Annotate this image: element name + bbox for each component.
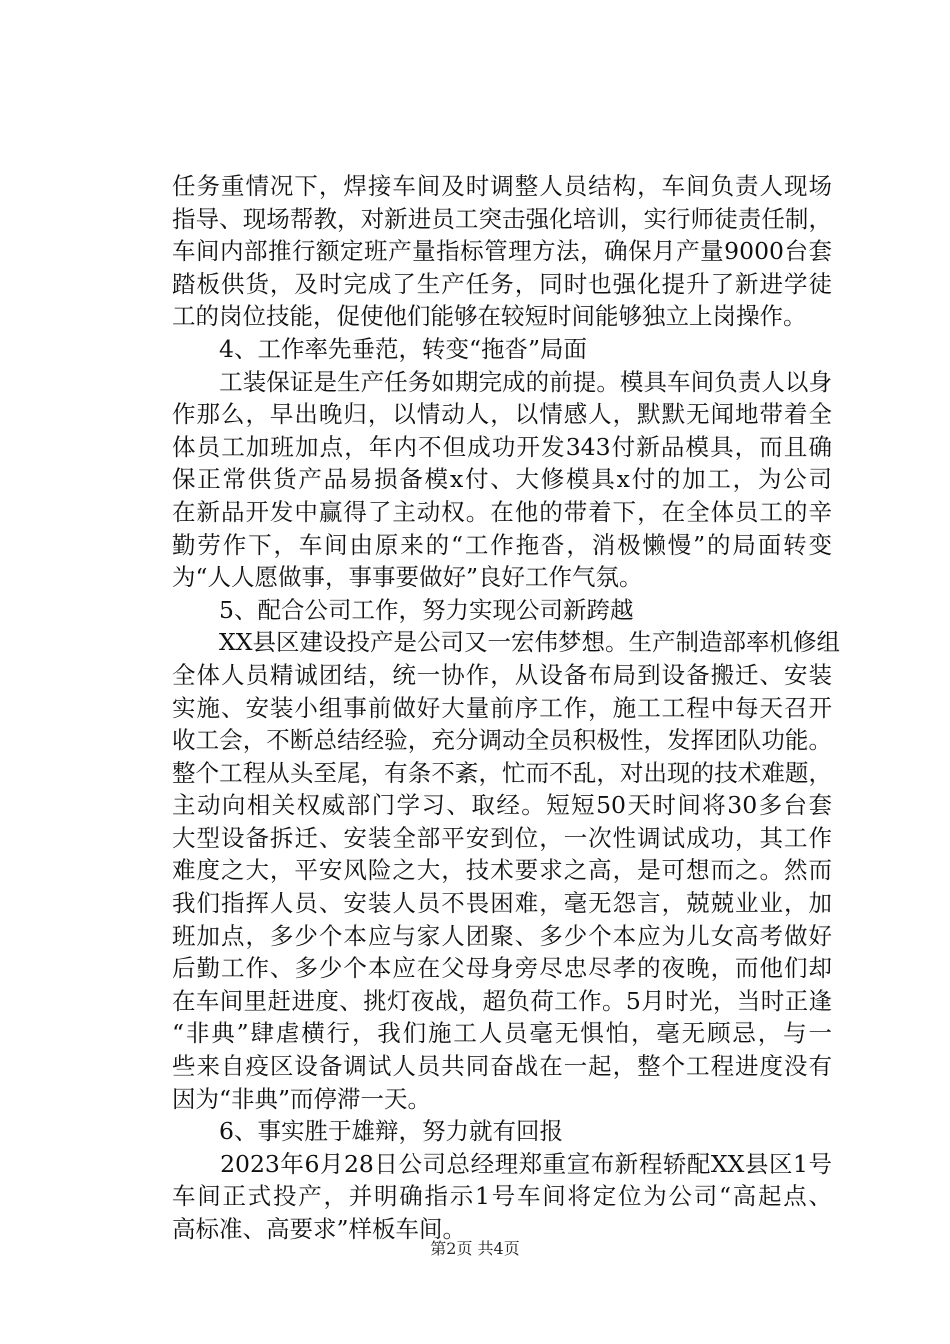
body-line: 因为“非典”而停滞一天。 [172, 1084, 432, 1113]
body-line: 任务重情况下，焊接车间及时调整人员结构，车间负责人现场 [172, 172, 832, 200]
body-line: 踏板供货，及时完成了生产任务，同时也强化提升了新进学徒 [172, 269, 832, 298]
body-line: 主动向相关权威部门学习、取经。短短50天时间将30多台套 [172, 791, 832, 820]
body-line: 些来自疫区设备调试人员共同奋战在一起，整个工程进度没有 [172, 1052, 832, 1081]
section-heading: 6、事实胜于雄辩，努力就有回报 [172, 1117, 563, 1146]
body-line: 指导、现场帮教，对新进员工突击强化培训，实行师徒责任制， [172, 204, 832, 233]
body-line: 整个工程从头至尾，有条不紊，忙而不乱，对出现的技术难题， [172, 758, 832, 787]
body-line: 保正常供货产品易损备模x付、大修模具x付的加工，为公司 [172, 465, 832, 494]
body-line: 工的岗位技能，促使他们能够在较短时间能够独立上岗操作。 [172, 302, 807, 331]
body-line: 班加点，多少个本应与家人团聚、多少个本应为儿女高考做好 [172, 921, 832, 950]
body-line: 作那么，早出晚归，以情动人，以情感人，默默无闻地带着全 [172, 400, 832, 429]
body-line: 高标准、高要求”样板车间。 [172, 1215, 467, 1243]
body-line: 在车间里赶进度、挑灯夜战，超负荷工作。5月时光，当时正逢 [172, 986, 832, 1015]
body-line: 在新品开发中赢得了主动权。在他的带着下，在全体员工的辛 [172, 497, 832, 526]
body-line: XX县区建设投产是公司又一宏伟梦想。生产制造部率机修组 [172, 628, 840, 657]
body-line: 车间正式投产，并明确指示1号车间将定位为公司“高起点、 [172, 1182, 832, 1211]
section-heading: 4、工作率先垂范，转变“拖沓”局面 [172, 334, 587, 363]
body-line: “非典”肆虐横行，我们施工人员毫无惧怕，毫无顾忌，与一 [172, 1019, 832, 1048]
body-line: 全体人员精诚团结，统一协作，从设备布局到设备搬迁、安装 [172, 660, 832, 689]
body-line: 收工会，不断总结经验，充分调动全员积极性，发挥团队功能。 [172, 726, 832, 755]
body-line: 工装保证是生产任务如期完成的前提。模具车间负责人以身 [172, 367, 832, 396]
document-body [172, 170, 840, 1246]
body-line: 2023年6月28日公司总经理郑重宣布新程轿配XX县区1号 [172, 1149, 832, 1178]
body-line: 我们指挥人员、安装人员不畏困难，毫无怨言，兢兢业业，加 [172, 889, 832, 918]
body-line: 大型设备拆迁、安装全部平安到位，一次性调试成功，其工作 [172, 823, 832, 852]
body-line: 实施、安装小组事前做好大量前序工作，施工工程中每天召开 [172, 693, 832, 722]
body-line: 体员工加班加点，年内不但成功开发343付新品模具，而且确 [172, 432, 832, 461]
page-footer [0, 1236, 950, 1259]
body-line: 勤劳作下，车间由原来的“工作拖沓，消极懒慢”的局面转变 [172, 530, 832, 559]
body-line: 为“人人愿做事，事事要做好”良好工作气氛。 [172, 563, 643, 592]
body-line: 车间内部推行额定班产量指标管理方法，确保月产量9000台套 [172, 237, 832, 266]
section-heading: 5、配合公司工作，努力实现公司新跨越 [172, 595, 634, 624]
page-number: 第2页 共4页 [430, 1239, 520, 1258]
body-line: 后勤工作、多少个本应在父母身旁尽忠尽孝的夜晚，而他们却 [172, 954, 832, 983]
body-line: 难度之大，平安风险之大，技术要求之高，是可想而之。然而 [172, 856, 832, 885]
